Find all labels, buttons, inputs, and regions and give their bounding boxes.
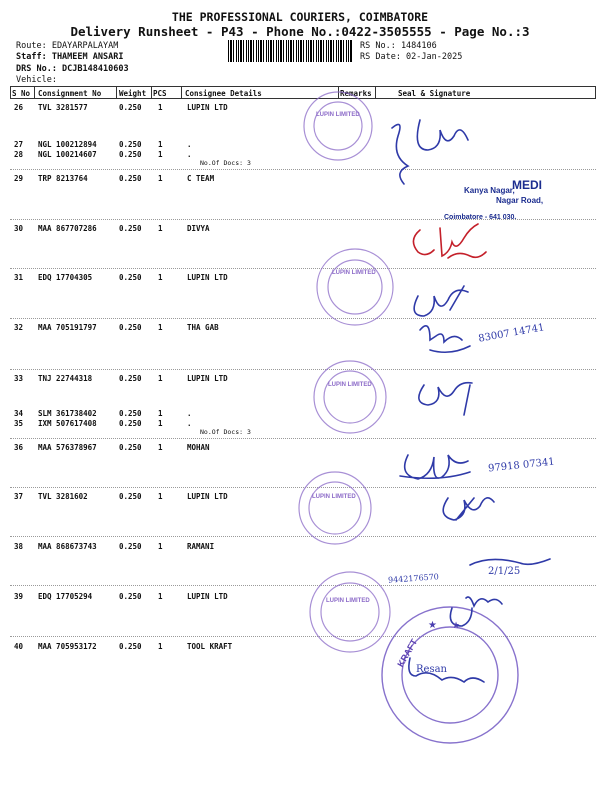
rs-date: RS Date: 02-Jan-2025 xyxy=(360,52,463,62)
staff-label: Staff: THAMEEM ANSARI xyxy=(16,52,124,62)
row-consignment: MAA 576378967 xyxy=(38,443,97,452)
medi-stamp-line: Kanya Nagar, xyxy=(464,186,515,195)
row-weight: 0.250 xyxy=(119,419,142,428)
row-consignment: NGL 100214607 xyxy=(38,150,97,159)
kraft-stars xyxy=(428,620,460,631)
row-pcs: 1 xyxy=(158,374,163,383)
row-pcs: 1 xyxy=(158,150,163,159)
row-pcs: 1 xyxy=(158,642,163,651)
col-weight: Weight xyxy=(119,89,147,98)
row-consignee: . xyxy=(187,150,192,159)
row-consignment: TRP 8213764 xyxy=(38,174,88,183)
row-sno: 28 xyxy=(14,150,24,159)
row-pcs: 1 xyxy=(158,592,163,601)
row-separator xyxy=(10,487,596,488)
col-divider xyxy=(34,86,35,98)
lupin-stamp-3 xyxy=(314,361,386,433)
runsheet-subtitle: Delivery Runsheet - P43 - Phone No.:0422-3505555 - Page No.:3 xyxy=(70,24,530,39)
row-pcs: 1 xyxy=(158,103,163,112)
barcode xyxy=(228,40,352,62)
row-pcs: 1 xyxy=(158,174,163,183)
row-consignee: DIVYA xyxy=(187,224,210,233)
row-consignee: LUPIN LTD xyxy=(187,592,228,601)
stamp-text: LUPIN LIMITED xyxy=(328,382,372,388)
row-weight: 0.250 xyxy=(119,542,142,551)
row-consignee: THA GAB xyxy=(187,323,219,332)
col-divider xyxy=(116,86,117,98)
stamp-text: LUPIN LIMITED xyxy=(312,494,356,500)
company-title: THE PROFESSIONAL COURIERS, COIMBATORE xyxy=(171,10,429,24)
kraft-stamp-text: KRAFT xyxy=(395,637,420,669)
row-sno: 32 xyxy=(14,323,24,332)
row-sno: 40 xyxy=(14,642,24,651)
row-sno: 34 xyxy=(14,409,24,418)
row-sno: 29 xyxy=(14,174,24,183)
col-divider xyxy=(595,86,596,98)
medi-stamp-line: Nagar Road, xyxy=(496,196,544,205)
row-consignment: MAA 705191797 xyxy=(38,323,97,332)
row-separator xyxy=(10,169,596,170)
row-consignee: LUPIN LTD xyxy=(187,492,228,501)
col-seal-signature: Seal & Signature xyxy=(398,89,471,98)
row-consignee: . xyxy=(187,409,192,418)
row-consignment: MAA 705953172 xyxy=(38,642,97,651)
row-weight: 0.250 xyxy=(119,150,142,159)
row-consignment: EDQ 17705294 xyxy=(38,592,93,601)
handwritten-phone: 97918 07341 xyxy=(487,456,556,475)
row-pcs: 1 xyxy=(158,140,163,149)
row-pcs: 1 xyxy=(158,542,163,551)
handwritten-date: 2/1/25 xyxy=(488,566,521,577)
row-weight: 0.250 xyxy=(119,174,142,183)
col-divider xyxy=(10,86,11,98)
drs-number: DRS No.: DCJB148410603 xyxy=(16,64,129,74)
row-weight: 0.250 xyxy=(119,443,142,452)
row-weight: 0.250 xyxy=(119,492,142,501)
lupin-stamp-5 xyxy=(310,572,390,652)
col-divider xyxy=(338,86,339,98)
row-pcs: 1 xyxy=(158,409,163,418)
row-sno: 33 xyxy=(14,374,24,383)
row-consignment: TNJ 22744318 xyxy=(38,374,93,383)
row-weight: 0.250 xyxy=(119,642,142,651)
svg-text:★: ★ xyxy=(452,621,461,631)
row-sno: 30 xyxy=(14,224,24,233)
row-weight: 0.250 xyxy=(119,323,142,332)
rs-number: RS No.: 1484106 xyxy=(360,41,437,51)
row-consignee: RAMANI xyxy=(187,542,215,551)
row-consignee: LUPIN LTD xyxy=(187,273,228,282)
row-weight: 0.250 xyxy=(119,374,142,383)
row-weight: 0.250 xyxy=(119,140,142,149)
row-consignment: MAA 867707286 xyxy=(38,224,97,233)
row-consignee: MOHAN xyxy=(187,443,210,452)
row-consignee: . xyxy=(187,140,192,149)
col-divider xyxy=(181,86,182,98)
col-consignee: Consignee Details xyxy=(185,89,262,98)
row-pcs: 1 xyxy=(158,224,163,233)
row-sno: 27 xyxy=(14,140,24,149)
col-divider xyxy=(151,86,152,98)
row-pcs: 1 xyxy=(158,443,163,452)
row-consignment: NGL 100212894 xyxy=(38,140,97,149)
row-sno: 37 xyxy=(14,492,24,501)
row-consignee: C TEAM xyxy=(187,174,215,183)
col-consignment: Consignment No xyxy=(38,89,102,98)
row-consignment: EDQ 17704305 xyxy=(38,273,93,282)
row-pcs: 1 xyxy=(158,419,163,428)
handwritten-phone: 9442176570 xyxy=(387,572,440,585)
row-consignment: TVL 3281602 xyxy=(38,492,88,501)
kraft-stamp xyxy=(382,607,518,743)
row-weight: 0.250 xyxy=(119,592,142,601)
row-consignee: LUPIN LTD xyxy=(187,374,228,383)
row-sno: 36 xyxy=(14,443,24,452)
col-sno: S No xyxy=(12,89,31,98)
row-weight: 0.250 xyxy=(119,273,142,282)
row-consignee: . xyxy=(187,419,192,428)
route-label: Route: EDAYARPALAYAM xyxy=(16,41,119,51)
lupin-stamp-4 xyxy=(299,472,371,544)
lupin-stamp-2 xyxy=(317,249,393,325)
row-consignment: SLM 361738402 xyxy=(38,409,97,418)
row-separator xyxy=(10,536,596,537)
row-separator xyxy=(10,585,596,586)
row-sno: 35 xyxy=(14,419,24,428)
row-sno: 31 xyxy=(14,273,24,282)
row-pcs: 1 xyxy=(158,323,163,332)
row-separator xyxy=(10,268,596,269)
col-divider xyxy=(375,86,376,98)
docs-count-note: No.Of Docs: 3 xyxy=(200,159,251,167)
row-consignee: TOOL KRAFT xyxy=(187,642,233,651)
row-pcs: 1 xyxy=(158,492,163,501)
col-pcs: PCS xyxy=(153,89,167,98)
row-separator xyxy=(10,438,596,439)
col-remarks: Remarks xyxy=(340,89,372,98)
row-pcs: 1 xyxy=(158,273,163,282)
row-sno: 26 xyxy=(14,103,24,112)
row-consignment: TVL 3281577 xyxy=(38,103,88,112)
stamp-text: LUPIN LIMITED xyxy=(316,112,360,118)
stamp-text: LUPIN LIMITED xyxy=(326,598,370,604)
handwritten-signature: Resan xyxy=(416,664,447,675)
handwritten-phone: 83007 14741 xyxy=(477,322,546,345)
vehicle-label: Vehicle: xyxy=(16,75,57,85)
red-signature xyxy=(413,224,486,258)
row-weight: 0.250 xyxy=(119,224,142,233)
row-separator xyxy=(10,636,596,637)
medi-stamp-title: MEDI xyxy=(512,178,542,192)
table-header-rule xyxy=(10,98,596,99)
table-top-rule xyxy=(10,86,596,87)
row-weight: 0.250 xyxy=(119,409,142,418)
svg-text:★: ★ xyxy=(428,620,437,631)
medi-stamp-line: Coimbatore - 641 030. xyxy=(444,214,517,221)
lupin-stamp-1 xyxy=(304,92,372,160)
stamp-text: LUPIN LIMITED xyxy=(332,270,376,276)
row-sno: 39 xyxy=(14,592,24,601)
docs-count-note: No.Of Docs: 3 xyxy=(200,428,251,436)
row-consignee: LUPIN LTD xyxy=(187,103,228,112)
row-separator xyxy=(10,369,596,370)
row-weight: 0.250 xyxy=(119,103,142,112)
row-consignment: MAA 868673743 xyxy=(38,542,97,551)
row-separator xyxy=(10,318,596,319)
row-sno: 38 xyxy=(14,542,24,551)
row-consignment: IXM 507617408 xyxy=(38,419,97,428)
